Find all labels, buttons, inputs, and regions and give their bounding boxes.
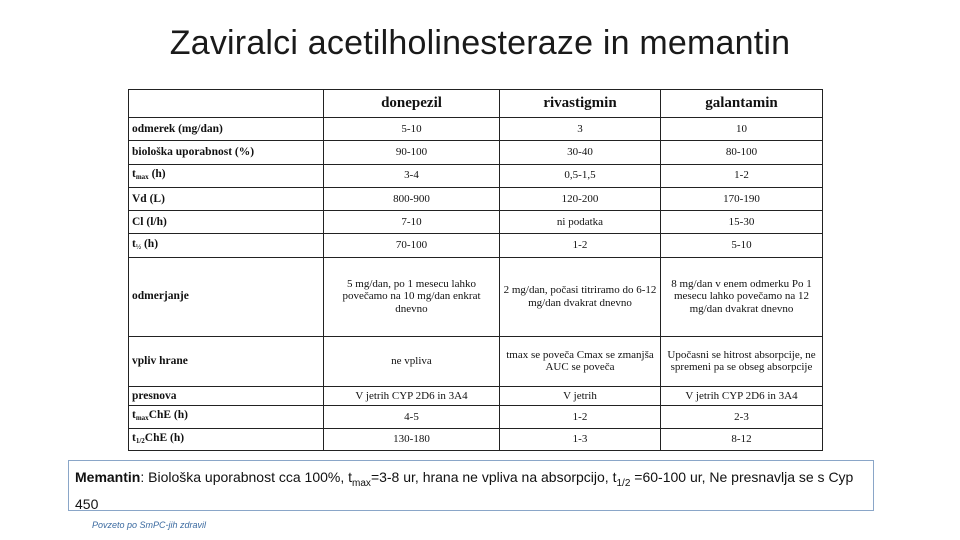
table-row bbox=[129, 187, 823, 210]
cell: 70-100 bbox=[324, 234, 500, 257]
note-text-1: : Biološka uporabnost cca 100%, t bbox=[140, 469, 353, 485]
cell: 0,5-1,5 bbox=[500, 164, 661, 187]
note-sub-2: 1/2 bbox=[616, 477, 631, 489]
row-label: vpliv hrane bbox=[129, 336, 324, 387]
table-row bbox=[129, 234, 823, 257]
row-label bbox=[129, 164, 324, 187]
cell: 800-900 bbox=[324, 187, 500, 210]
table-row bbox=[129, 118, 823, 141]
cell: 120-200 bbox=[500, 187, 661, 210]
cell: 3-4 bbox=[324, 164, 500, 187]
cell: tmax se poveča Cmax se zmanjša AUC se poveča bbox=[500, 336, 661, 387]
cell: 1-3 bbox=[500, 428, 661, 450]
cell: 90-100 bbox=[324, 141, 500, 164]
cell: 2 mg/dan, počasi titriramo do 6-12 mg/dan dvakrat dnevno bbox=[500, 257, 661, 336]
label-rest: (h) bbox=[141, 237, 159, 250]
cell: V jetrih bbox=[500, 387, 661, 406]
table-row bbox=[129, 406, 823, 428]
cell: ne vpliva bbox=[324, 336, 500, 387]
cell: 8-12 bbox=[661, 428, 823, 450]
cell: 80-100 bbox=[661, 141, 823, 164]
cell: 8 mg/dan v enem odmerku Po 1 mesecu lahko povečamo na 12 mg/dan dvakrat dnevno bbox=[661, 257, 823, 336]
header-galantamin: galantamin bbox=[661, 90, 823, 118]
cell: 3 bbox=[500, 118, 661, 141]
cell: V jetrih CYP 2D6 in 3A4 bbox=[661, 387, 823, 406]
table-row bbox=[129, 428, 823, 450]
label-rest: ChE (h) bbox=[144, 431, 185, 444]
cell: 1-2 bbox=[500, 234, 661, 257]
row-label bbox=[129, 406, 324, 428]
cell: 7-10 bbox=[324, 211, 500, 234]
table-row bbox=[129, 387, 823, 406]
label-sub: ½ bbox=[135, 242, 142, 251]
source-footer: Povzeto po SmPC-jih zdravil bbox=[92, 520, 207, 530]
cell: 5 mg/dan, po 1 mesecu lahko povečamo na 10 mg/dan enkrat dnevno bbox=[324, 257, 500, 336]
table-row bbox=[129, 257, 823, 336]
drug-table bbox=[128, 89, 823, 451]
cell: 5-10 bbox=[324, 118, 500, 141]
cell: 30-40 bbox=[500, 141, 661, 164]
cell: 5-10 bbox=[661, 234, 823, 257]
label-main: t bbox=[132, 167, 136, 180]
table-row bbox=[129, 336, 823, 387]
cell: 10 bbox=[661, 118, 823, 141]
memantin-note bbox=[68, 460, 874, 511]
cell: 1-2 bbox=[500, 406, 661, 428]
table-row bbox=[129, 164, 823, 187]
header-empty bbox=[129, 90, 324, 118]
note-bold: Memantin bbox=[75, 469, 141, 485]
cell: 130-180 bbox=[324, 428, 500, 450]
cell: Upočasni se hitrost absorpcije, ne spremeni pa se obseg absorpcije bbox=[661, 336, 823, 387]
label-main: t bbox=[132, 409, 136, 422]
header-row bbox=[129, 90, 823, 118]
label-sub: max bbox=[135, 172, 149, 181]
label-sub: 1/2 bbox=[135, 436, 145, 445]
note-sub-1: max bbox=[352, 477, 371, 489]
label-rest: (h) bbox=[148, 167, 166, 180]
cell: 2-3 bbox=[661, 406, 823, 428]
label-sub: max bbox=[135, 414, 149, 423]
row-label: Cl (l/h) bbox=[129, 211, 324, 234]
label-main: t bbox=[132, 237, 136, 250]
note-text-3: =60-100 ur, Ne presnavlja se s Cyp 450 bbox=[75, 469, 854, 512]
slide-title: Zaviralci acetilholinesteraze in memantin bbox=[169, 24, 791, 62]
row-label: presnova bbox=[129, 387, 324, 406]
row-label: Vd (L) bbox=[129, 187, 324, 210]
cell: 170-190 bbox=[661, 187, 823, 210]
table-row bbox=[129, 211, 823, 234]
cell: 15-30 bbox=[661, 211, 823, 234]
row-label: odmerjanje bbox=[129, 257, 324, 336]
cell: 1-2 bbox=[661, 164, 823, 187]
label-rest: ChE (h) bbox=[148, 409, 188, 422]
cell: V jetrih CYP 2D6 in 3A4 bbox=[324, 387, 500, 406]
note-text-2: =3-8 ur, hrana ne vpliva na absorpcijo, t bbox=[370, 469, 617, 485]
label-main: t bbox=[132, 431, 136, 444]
row-label bbox=[129, 428, 324, 450]
header-donepezil: donepezil bbox=[324, 90, 500, 118]
cell: ni podatka bbox=[500, 211, 661, 234]
cell: 4-5 bbox=[324, 406, 500, 428]
row-label: biološka uporabnost (%) bbox=[129, 141, 324, 164]
table-row bbox=[129, 141, 823, 164]
comparison-table bbox=[128, 89, 822, 451]
row-label: odmerek (mg/dan) bbox=[129, 118, 324, 141]
header-rivastigmin: rivastigmin bbox=[500, 90, 661, 118]
row-label bbox=[129, 234, 324, 257]
